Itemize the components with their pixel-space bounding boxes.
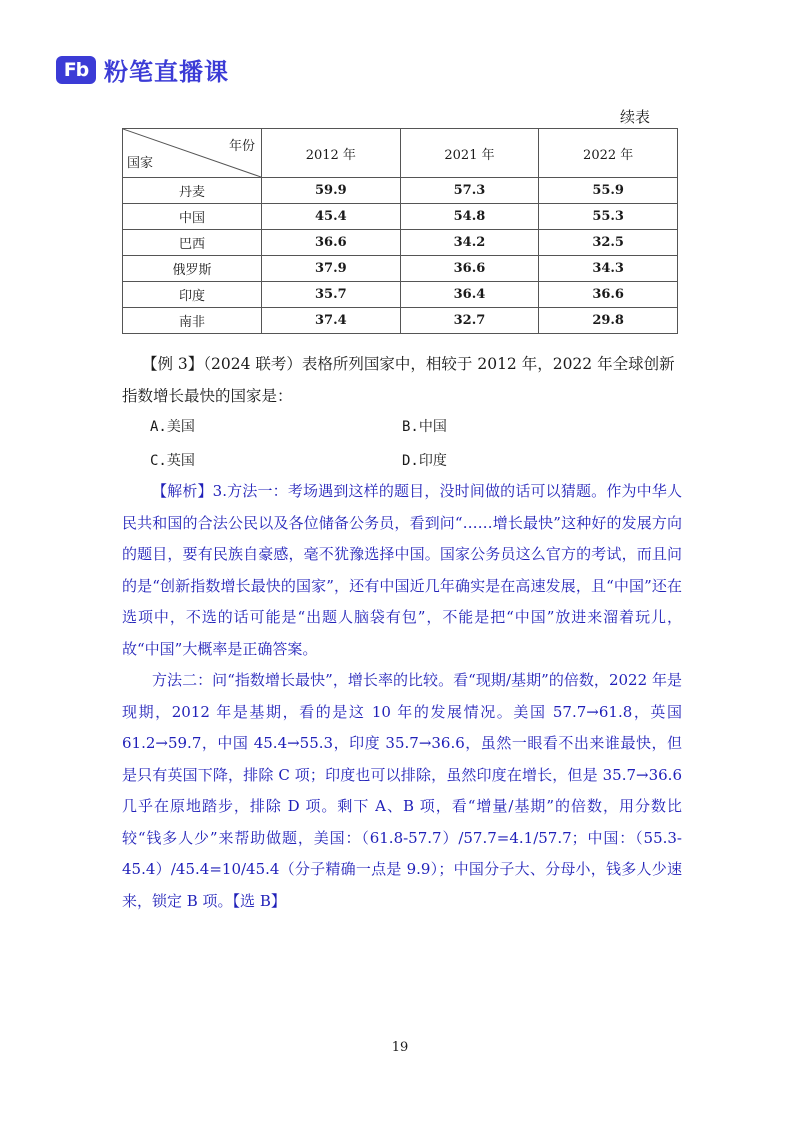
value-cell: 35.7 — [262, 282, 401, 308]
analysis-paragraph-1: 【解析】3.方法一：考场遇到这样的题目，没时间做的话可以猜题。作为中华人民共和国的合法公民以及各位储备公务员，看到问“……增长最快”这种好的发展方向的题目，要有民族自豪感，毫不犹豫选择中国。国家公务员这么官方的考试，而且问的是“创新指数增长最快的国家”，还有中国近几年确实是在高速发展，且“中国”还在选项中，不选的话可能是“出题人脑袋有包”，不能是把“中国”放进来溜着玩儿，故“中国”大概率是正确答案。 — [122, 482, 682, 658]
analysis-block — [122, 476, 682, 917]
country-cell: 丹麦 — [123, 178, 262, 204]
table-row — [123, 256, 678, 282]
option-b: B.中国 — [402, 419, 447, 435]
value-cell: 34.3 — [539, 256, 678, 282]
option-a: A.美国 — [150, 419, 195, 435]
corner-header — [123, 129, 262, 178]
value-cell: 36.6 — [262, 230, 401, 256]
table-row — [123, 204, 678, 230]
value-cell: 32.5 — [539, 230, 678, 256]
analysis-paragraph-2: 方法二：问“指数增长最快”，增长率的比较。看“现期/基期”的倍数，2022 年是现期，2012 年是基期，看的是这 10 年的发展情况。美国 57.7→61.8，英国 61.2→59.7，中国 45.4→55.3，印度 35.7→36.6，虽然一眼看不出来谁最快，但是只有英国下降，排除 C 项；印度也可以排除，虽然印度在增长，但是 35.7→36.6 几乎在原地踏步，排除 D 项。剩下 A、B 项，看“增量/基期”的倍数，用分数比较“钱多人少”来帮助做题，美国：（61.8-57.7）/57.7=4.1/57.7；中国：（55.3-45.4）/45.4=10/45.4（分子精确一点是 9.9）；中国分子大、分母小，钱多人少速来，锁定 B 项。【选 B】 — [122, 671, 682, 910]
logo-text: 粉笔直播课 — [104, 58, 229, 86]
table-row — [123, 178, 678, 204]
value-cell: 59.9 — [262, 178, 401, 204]
country-cell: 俄罗斯 — [123, 256, 262, 282]
value-cell: 55.3 — [539, 204, 678, 230]
logo-mark: Fb — [56, 56, 96, 84]
value-cell: 34.2 — [400, 230, 539, 256]
value-cell: 32.7 — [400, 308, 539, 334]
option-c: C.英国 — [150, 453, 195, 469]
value-cell: 37.4 — [262, 308, 401, 334]
year-header: 2021 年 — [400, 129, 539, 178]
value-cell: 54.8 — [400, 204, 539, 230]
table-caption: 续表 — [620, 108, 651, 126]
page-number: 19 — [391, 1040, 409, 1055]
country-cell: 中国 — [123, 204, 262, 230]
table-row — [123, 308, 678, 334]
question-line: 指数增长最快的国家是： — [122, 387, 293, 405]
question-block — [122, 348, 682, 412]
corner-country-label: 国家 — [127, 156, 154, 171]
value-cell: 36.4 — [400, 282, 539, 308]
value-cell: 36.6 — [400, 256, 539, 282]
country-cell: 印度 — [123, 282, 262, 308]
value-cell: 37.9 — [262, 256, 401, 282]
brand-logo — [56, 52, 229, 87]
value-cell: 29.8 — [539, 308, 678, 334]
value-cell: 36.6 — [539, 282, 678, 308]
option-d: D.印度 — [402, 453, 447, 469]
value-cell: 55.9 — [539, 178, 678, 204]
corner-year-label: 年份 — [228, 139, 255, 154]
year-header: 2022 年 — [539, 129, 678, 178]
year-header: 2012 年 — [262, 129, 401, 178]
question-line: 【例 3】（2024 联考）表格所列国家中，相较于 2012 年，2022 年全球创新 — [142, 355, 675, 373]
country-cell: 巴西 — [123, 230, 262, 256]
table-header-row — [123, 129, 678, 178]
data-table — [122, 128, 678, 334]
value-cell: 45.4 — [262, 204, 401, 230]
table-row — [123, 230, 678, 256]
value-cell: 57.3 — [400, 178, 539, 204]
country-cell: 南非 — [123, 308, 262, 334]
table-row — [123, 282, 678, 308]
